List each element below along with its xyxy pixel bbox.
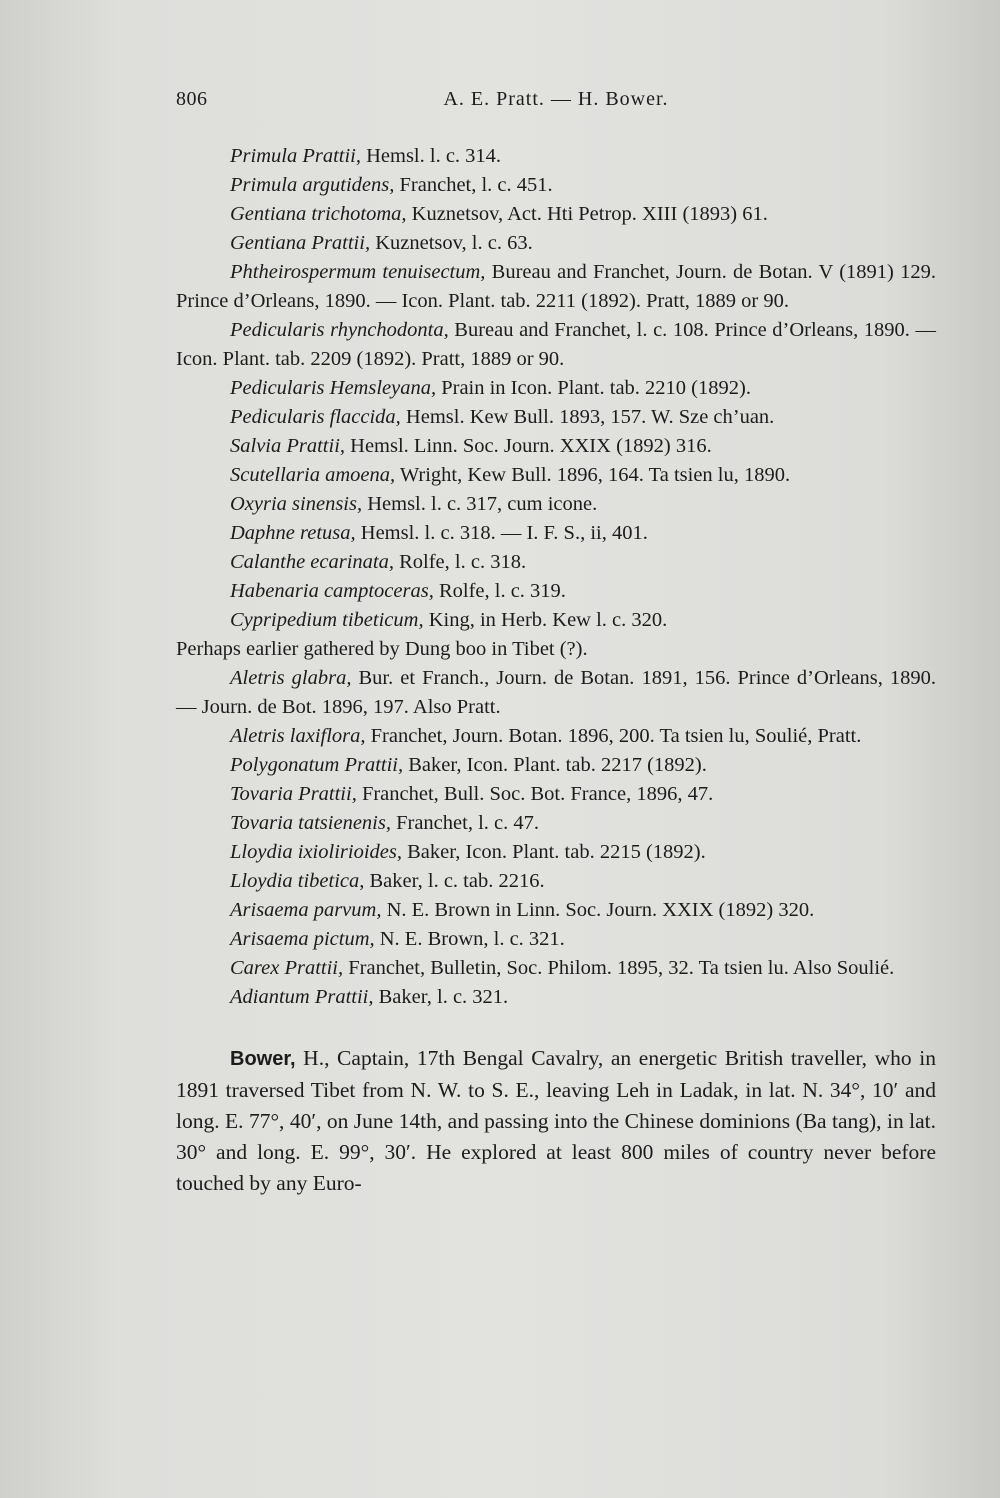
species-citation: Kuznetsov, l. c. 63. <box>370 232 533 254</box>
species-name: Aletris laxiflora, <box>230 725 366 747</box>
species-name: Tovaria Prattii, <box>230 783 357 805</box>
species-name: Polygonatum Prattii, <box>230 754 404 776</box>
bower-paragraph <box>176 1043 936 1199</box>
species-entry <box>176 983 936 1012</box>
species-entry <box>176 780 936 809</box>
species-citation: Hemsl. l. c. 318. — I. F. S., ii, 401. <box>355 522 648 544</box>
species-entry <box>176 490 936 519</box>
page-body <box>176 142 936 1199</box>
species-entry <box>176 722 936 751</box>
species-citation: Prain in Icon. Plant. tab. 2210 (1892). <box>436 377 751 399</box>
species-entry <box>176 751 936 780</box>
species-name: Daphne retusa, <box>230 522 356 544</box>
running-head: A. E. Pratt. — H. Bower. <box>443 88 669 110</box>
species-entry <box>176 925 936 954</box>
species-citation: Franchet, l. c. 47. <box>390 812 539 834</box>
species-citation: Franchet, l. c. 451. <box>394 174 553 196</box>
species-citation: Franchet, Journ. Botan. 1896, 200. Ta tsien lu, Soulié, Pratt. <box>365 725 862 747</box>
species-citation: N. E. Brown, l. c. 321. <box>374 928 565 950</box>
species-name: Pedicularis flaccida, <box>230 406 401 428</box>
species-citation: Kuznetsov, Act. Hti Petrop. XIII (1893) 61. <box>406 203 768 225</box>
species-citation: Hemsl. Kew Bull. 1893, 157. W. Sze ch’uan. <box>400 406 775 428</box>
species-citation: Baker, Icon. Plant. tab. 2217 (1892). <box>403 754 707 776</box>
species-name: Scutellaria amoena, <box>230 464 396 486</box>
species-entry <box>176 664 936 722</box>
species-list <box>176 142 936 1012</box>
species-citation: Bureau and Franchet, l. c. 108. Prince d’Orleans, 1890. — Icon. Plant. tab. 2209 (1892). Pratt, 1889 or 90. <box>176 319 936 370</box>
species-citation: Franchet, Bull. Soc. Bot. France, 1896, 47. <box>356 783 714 805</box>
species-entry <box>176 200 936 229</box>
species-citation: Wright, Kew Bull. 1896, 164. Ta tsien lu, 1890. <box>395 464 791 486</box>
species-citation: Bureau and Franchet, Journ. de Botan. V (1891) 129. Prince d’Orleans, 1890. — Icon. Plant. tab. 2211 (1892). Pratt, 1889 or 90. <box>176 261 937 312</box>
species-name: Primula Prattii, <box>230 145 361 167</box>
species-name: Pedicularis Hemsleyana, <box>230 377 437 399</box>
species-name: Arisaema pictum, <box>230 928 375 950</box>
page-header <box>176 88 936 118</box>
species-citation: Baker, l. c. 321. <box>373 986 509 1008</box>
species-citation: Perhaps earlier gathered by Dung boo in Tibet (?). <box>176 638 588 660</box>
species-name: Carex Prattii, <box>230 957 344 979</box>
species-citation: Baker, Icon. Plant. tab. 2215 (1892). <box>401 841 706 863</box>
species-entry <box>176 461 936 490</box>
species-citation: Bur. et Franch., Journ. de Botan. 1891, 156. Prince d’Orleans, 1890. — Journ. de Bot. 1896, 197. Also Pratt. <box>176 667 936 718</box>
bower-text: H., Captain, 17th Bengal Cavalry, an energetic British traveller, who in 1891 traversed Tibet from N. W. to S. E., leaving Leh in Ladak, in lat. N. 34°, 10′ and long. E. 77°, 40′, on June 14th, and passing into the Chinese dominions (Ba tang), in lat. 30° and long. E. 99°, 30′. He explored at least 800 miles of country never before touched by any Euro- <box>176 1046 936 1195</box>
species-entry <box>176 577 936 606</box>
species-entry <box>176 896 936 925</box>
species-entry <box>176 374 936 403</box>
species-citation: Rolfe, l. c. 319. <box>433 580 566 602</box>
species-name: Tovaria tatsienenis, <box>230 812 391 834</box>
page-number: 806 <box>176 88 208 110</box>
species-citation: Hemsl. l. c. 317, cum icone. <box>362 493 598 515</box>
species-citation: Rolfe, l. c. 318. <box>393 551 527 573</box>
species-entry <box>176 635 936 664</box>
species-entry <box>176 809 936 838</box>
species-name: Gentiana trichotoma, <box>230 203 407 225</box>
species-name: Phtheirospermum tenuisectum, <box>230 261 486 283</box>
species-citation: King, in Herb. Kew l. c. 320. <box>423 609 668 631</box>
species-entry <box>176 954 936 983</box>
species-entry <box>176 432 936 461</box>
species-entry <box>176 258 936 316</box>
species-name: Arisaema parvum, <box>230 899 382 921</box>
species-entry <box>176 838 936 867</box>
species-entry <box>176 403 936 432</box>
species-citation: Baker, l. c. tab. 2216. <box>364 870 545 892</box>
species-name: Primula argutidens, <box>230 174 395 196</box>
species-entry <box>176 142 936 171</box>
species-name: Aletris glabra, <box>230 667 352 689</box>
species-citation: Franchet, Bulletin, Soc. Philom. 1895, 32. Ta tsien lu. Also Soulié. <box>343 957 895 979</box>
species-name: Oxyria sinensis, <box>230 493 363 515</box>
species-name: Pedicularis rhynchodonta, <box>230 319 449 341</box>
bower-name: Bower, <box>230 1048 296 1070</box>
species-name: Adiantum Prattii, <box>230 986 374 1008</box>
species-entry <box>176 548 936 577</box>
species-entry <box>176 229 936 258</box>
species-name: Lloydia tibetica, <box>230 870 365 892</box>
species-entry <box>176 316 936 374</box>
species-entry <box>176 171 936 200</box>
species-citation: Hemsl. l. c. 314. <box>360 145 502 167</box>
species-name: Calanthe ecarinata, <box>230 551 394 573</box>
species-name: Gentiana Prattii, <box>230 232 371 254</box>
species-name: Habenaria camptoceras, <box>230 580 434 602</box>
species-entry <box>176 519 936 548</box>
species-name: Lloydia ixiolirioides, <box>230 841 402 863</box>
species-citation: N. E. Brown in Linn. Soc. Journ. XXIX (1892) 320. <box>381 899 815 921</box>
species-entry <box>176 606 936 635</box>
species-name: Cypripedium tibeticum, <box>230 609 424 631</box>
species-entry <box>176 867 936 896</box>
species-citation: Hemsl. Linn. Soc. Journ. XXIX (1892) 316. <box>345 435 712 457</box>
species-name: Salvia Prattii, <box>230 435 346 457</box>
